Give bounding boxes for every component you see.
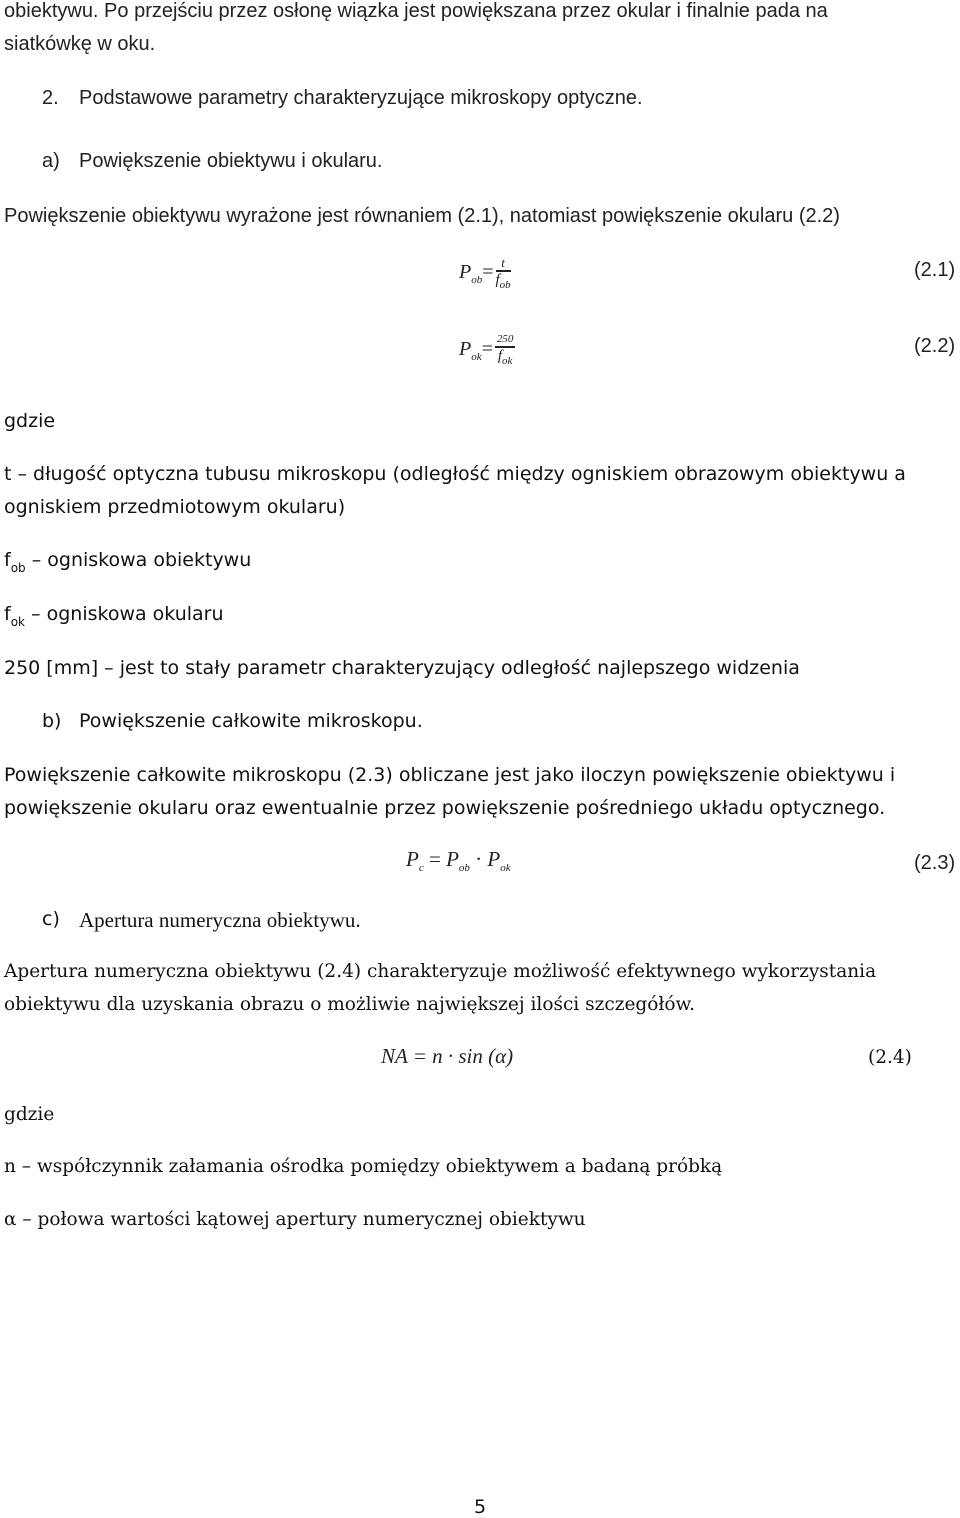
equation-subscript: ob <box>499 278 511 291</box>
section-heading: Podstawowe parametry charakteryzujące mikroskopy optyczne. <box>79 87 643 109</box>
symbol: f <box>4 549 11 571</box>
definition-line-fob <box>4 549 252 575</box>
where-label: gdzie <box>4 410 56 432</box>
equation-symbol: P <box>446 847 459 871</box>
definition-line: α – połowa wartości kątowej apertury numerycznej obiektywu <box>4 1209 586 1230</box>
symbol: f <box>4 603 11 625</box>
list-letter: c) <box>42 908 60 930</box>
equation-subscript: ok <box>471 350 482 363</box>
fraction-numerator: 250 <box>496 333 514 345</box>
equation-2-1 <box>459 256 511 291</box>
equation-symbol: P <box>459 260 472 283</box>
paragraph-line: Powiększenie całkowite mikroskopu (2.3) obliczane jest jako iloczyn powiększenie obiektywu i <box>4 764 896 786</box>
equation-number: (2.1) <box>914 259 956 281</box>
list-number: 2. <box>42 87 59 109</box>
definition-line-fok <box>4 603 224 629</box>
equation-subscript: c <box>418 862 424 875</box>
equation-operator: = <box>423 847 447 871</box>
where-label: gdzie <box>4 1104 55 1125</box>
equation-operator: = <box>482 260 494 283</box>
equation-2-4: NA = n · sin (α) <box>381 1044 514 1068</box>
symbol-subscript: ok <box>10 615 25 629</box>
equation-number: (2.4) <box>868 1047 912 1068</box>
equation-symbol: P <box>487 847 501 871</box>
equation-number: (2.2) <box>914 335 956 357</box>
equation-2-2 <box>459 334 515 367</box>
definition-line: t – długość optyczna tubusu mikroskopu (odległość między ogniskiem obrazowym obiektywu a <box>4 463 906 485</box>
paragraph-line: obiektywu dla uzyskania obrazu o możliwie największej ilości szczegółów. <box>4 994 696 1015</box>
paragraph-line: Powiększenie obiektywu wyrażone jest równaniem (2.1), natomiast powiększenie okularu (2.2) <box>4 205 840 227</box>
equation-subscript: ok <box>500 862 511 875</box>
list-letter: b) <box>42 710 62 732</box>
definition-line: 250 [mm] – jest to stały parametr charakteryzujący odległość najlepszego widzenia <box>4 657 800 679</box>
definition-line: ogniskiem przedmiotowym okularu) <box>4 496 346 518</box>
definition-text: – ogniskowa okularu <box>31 603 224 625</box>
list-letter: a) <box>42 150 60 172</box>
page-number: 5 <box>474 1496 487 1518</box>
paragraph-line: Apertura numeryczna obiektywu (2.4) charakteryzuje możliwość efektywnego wykorzystania <box>4 961 877 982</box>
equation-symbol: P <box>459 337 472 360</box>
equation-fraction <box>495 334 516 367</box>
definition-line: n – współczynnik załamania ośrodka pomiędzy obiektywem a badaną próbką <box>4 1156 723 1177</box>
definition-text: – ogniskowa obiektywu <box>31 549 252 571</box>
subsection-heading: Apertura numeryczna obiektywu. <box>79 908 361 932</box>
equation-2-3 <box>406 847 511 874</box>
paragraph-line: siatkówkę w oku. <box>4 33 156 55</box>
equation-subscript: ob <box>458 862 470 875</box>
subsection-heading: Powiększenie obiektywu i okularu. <box>79 150 383 172</box>
equation-operator: = <box>481 337 493 360</box>
equation-fraction <box>496 256 511 291</box>
paragraph-line: powiększenie okularu oraz ewentualnie przez powiększenie pośredniego układu optycznego. <box>4 797 886 819</box>
equation-number: (2.3) <box>914 852 956 874</box>
subsection-heading: Powiększenie całkowite mikroskopu. <box>79 710 423 732</box>
paragraph-line: obiektywu. Po przejściu przez osłonę wiązka jest powiększana przez okular i finalnie pada na <box>4 0 828 22</box>
equation-symbol: P <box>406 847 419 871</box>
fraction-numerator: t <box>501 255 505 270</box>
equation-subscript: ob <box>471 273 483 286</box>
symbol-subscript: ob <box>10 561 26 575</box>
fraction-denominator: f <box>495 271 500 288</box>
fraction-denominator: f <box>497 347 503 364</box>
equation-subscript: ok <box>502 354 513 367</box>
equation-operator: · <box>469 847 488 871</box>
